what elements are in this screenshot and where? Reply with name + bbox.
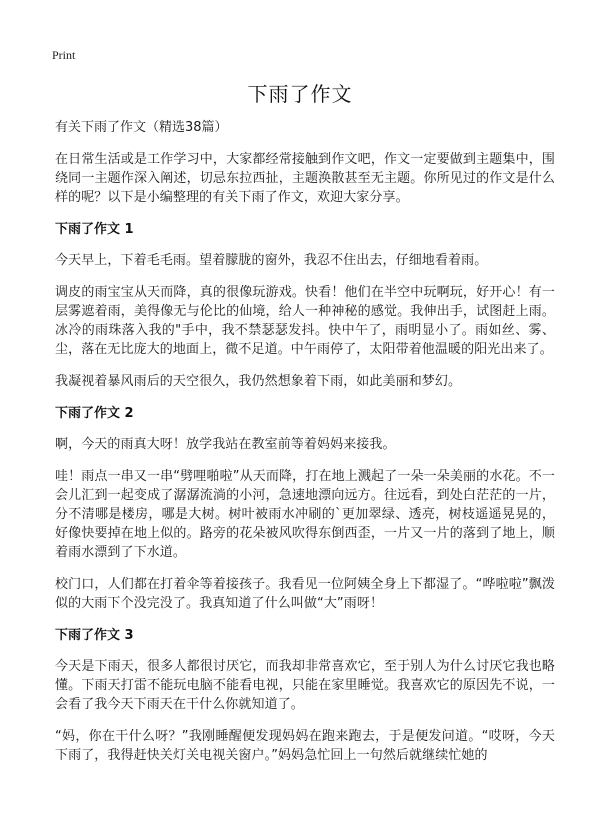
print-link[interactable]: Print: [52, 48, 76, 62]
paragraph: 校门口，人们都在打着伞等着接孩子。我看见一位阿姨全身上下都湿了。“哗啦啦”飘泼似的大雨下个没完没了。我真知道了什么叫做“大”雨呀！: [55, 577, 555, 611]
essay-section-3: [55, 627, 555, 765]
section-heading: 下雨了作文 3: [55, 628, 134, 643]
essay-section-1: [55, 221, 555, 391]
paragraph: 今天是下雨天，很多人都很讨厌它，而我却非常喜欢它，至于别人为什么讨厌它我也略懂。下雨天打雷不能玩电脑不能看电视，只能在家里睡觉。我喜欢它的原因先不说，一会看了我今天下雨天在干什么你就知道了。: [55, 659, 555, 712]
paragraph: 我凝视着暴风雨后的天空很久，我仍然想象着下雨，如此美丽和梦幻。: [55, 374, 462, 389]
section-heading: 下雨了作文 2: [55, 406, 134, 421]
document-body: [55, 119, 555, 778]
document-subtitle: 有关下雨了作文（精选38篇）: [55, 120, 228, 135]
page-title: 下雨了作文: [247, 82, 353, 106]
paragraph: 哇！雨点一串又一串“劈哩啪啦”从天而降，打在地上溅起了一朵一朵美丽的水花。不一会儿汇到一起变成了潺潺流淌的小河，急速地漂向远方。往远看，到处白茫茫的一片，分不清哪是楼房，哪是大树。树叶被雨水冲刷的`更加翠绿、透亮，树枝遥遥晃晃的，好像快要掉在地上似的。路旁的花朵被风吹得东倒西歪，一片又一片的落到了地上，顺着雨水漂到了下水道。: [55, 469, 555, 560]
section-heading: 下雨了作文 1: [55, 222, 134, 237]
essay-section-2: [55, 405, 555, 613]
paragraph: 今天早上，下着毛毛雨。望着朦胧的窗外，我忍不住出去，仔细地看着雨。: [55, 253, 488, 268]
paragraph: 啊，今天的雨真大呀！放学我站在教室前等着妈妈来接我。: [55, 437, 396, 452]
paragraph: 调皮的雨宝宝从天而降，真的很像玩游戏。快看！他们在半空中玩啊玩，好开心！有一层雾遮着雨，美得像无与伦比的仙境，给人一种神秘的感觉。我伸出手，试图赶上雨。冰冷的雨珠落入我的"手中，我不禁瑟瑟发抖。快中午了，雨明显小了。雨如丝、雾、尘，落在无比庞大的地面上，微不足道。中午雨停了，太阳带着他温暖的阳光出来了。: [55, 285, 555, 357]
intro-paragraph: 在日常生活或是工作学习中，大家都经常接触到作文吧，作文一定要做到主题集中，围绕同一主题作深入阐述，切忌东拉西扯，主题涣散甚至无主题。你所见过的作文是什么样的呢？以下是小编整理的有关下雨了作文，欢迎大家分享。: [55, 152, 555, 205]
paragraph: “妈，你在干什么呀？”我刚睡醒便发现妈妈在跑来跑去，于是便发问道。“哎呀，今天下雨了，我得赶快关灯关电视关窗户。”妈妈急忙回上一句然后就继续忙她的: [55, 729, 555, 763]
